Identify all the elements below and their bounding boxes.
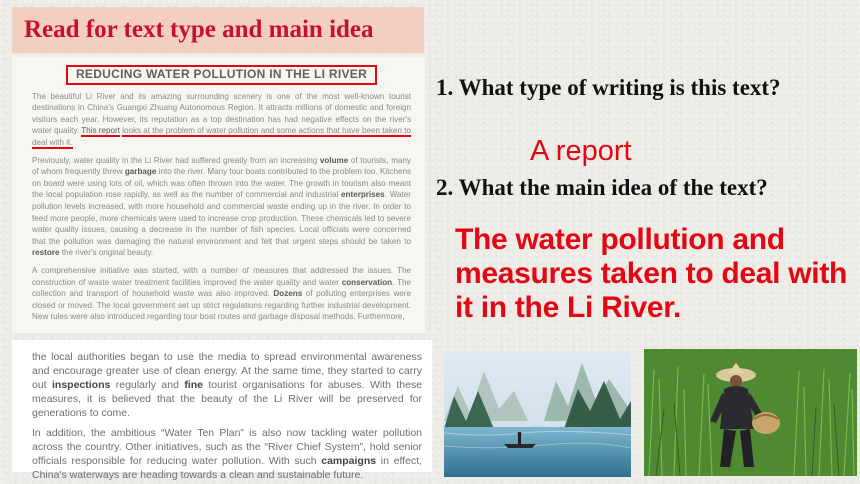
answer-2: The water pollution and measures taken to deal with it in the Li River. (455, 223, 848, 324)
question-1: 1. What type of writing is this text? (436, 75, 781, 100)
keyword-fine: fine (184, 379, 203, 391)
question-2: 2. What the main idea of the text? (436, 175, 768, 200)
keyword-volume: volume (319, 155, 349, 165)
textbook-passage-continued (12, 340, 432, 481)
li-river-photo (444, 351, 631, 477)
passage-title: REDUCING WATER POLLUTION IN THE LI RIVER (66, 65, 377, 85)
keyword-dozens: Dozens (273, 289, 303, 299)
highlight-this-report: This report (81, 126, 120, 136)
keyword-conservation: conservation (341, 277, 393, 287)
answer-1: A report (530, 135, 632, 167)
keyword-restore: restore (32, 248, 60, 258)
keyword-enterprises: enterprises (341, 190, 385, 200)
passage-paragraph-4: the local authorities began to use the media to spread environmental awareness and encourage greater use of clean energy. At the same time, they started to carry out inspections regularly and fine tourist organisations for abuses. With these measures, it is believed that the beauty of the Li River will be preserved for generations to come. (32, 351, 423, 419)
keyword-garbage: garbage (124, 167, 157, 177)
passage-paragraph-5: In addition, the ambitious “Water Ten Plan” is also now tackling water pollution across the country. Other initiatives, such as the “River Chief System”, hold senior officials responsible for reducing water pollution. With such campaigns in effect, China's waterways are heading towards a clean and sustainable future. (32, 427, 423, 481)
keyword-inspections: inspections (52, 379, 111, 391)
passage-paragraph-3: A comprehensive initiative was started, with a number of measures that addressed the issues. The construction of waste water treatment facilities improved the water quality and water conservation. The collection and transport of household waste was also improved. Dozens of polluting enterprises were closed or moved. The local government set up strict regulations regarding further industrial development. New rules were also introduced regarding tour boat routes and garbage disposal methods. Furthermore, (32, 265, 412, 322)
slide-title: Read for text type and main idea (12, 7, 424, 53)
passage-paragraph-2: Previously, water quality in the Li River had suffered greatly from an increasing volume of tourists, many of whom frequently threw garbage into the river. Many tour boats contributed to the problem too. Kitchens on board were using lots of oil, which was often thrown into the water. The growth in tourism also meant the local population rose rapidly, as well as the number of commercial and industrial enterprises. Water pollution levels increased, with more household and commercial waste ending up in the river. In order to feed more people, more chemicals were used to increase crop production. These chemicals led to severe water quality issues, causing a decrease in the number of fish species. Local officials were concerned that the pollution was damaging the natural environment and felt that urgent steps should be taken to restore the river's original beauty. (32, 155, 412, 258)
keyword-campaigns: campaigns (321, 455, 377, 467)
passage-paragraph-1: The beautiful Li River and its amazing surrounding scenery is one of the most well-known tourist destinations in China's Guangxi Zhuang Autonomous Region. It attracts millions of domestic and foreign visitors each year. However, its reputation as a top destination has had negative effects on the river's water quality. This report looks at the problem of water pollution and some actions that have been taken to deal with it. (32, 91, 411, 147)
textbook-passage (12, 57, 425, 333)
farmer-rice-field-photo (644, 349, 857, 476)
highlight-topic-sentence: looks at the problem of water pollution and some actions that have been taken to deal with it. (32, 126, 411, 147)
